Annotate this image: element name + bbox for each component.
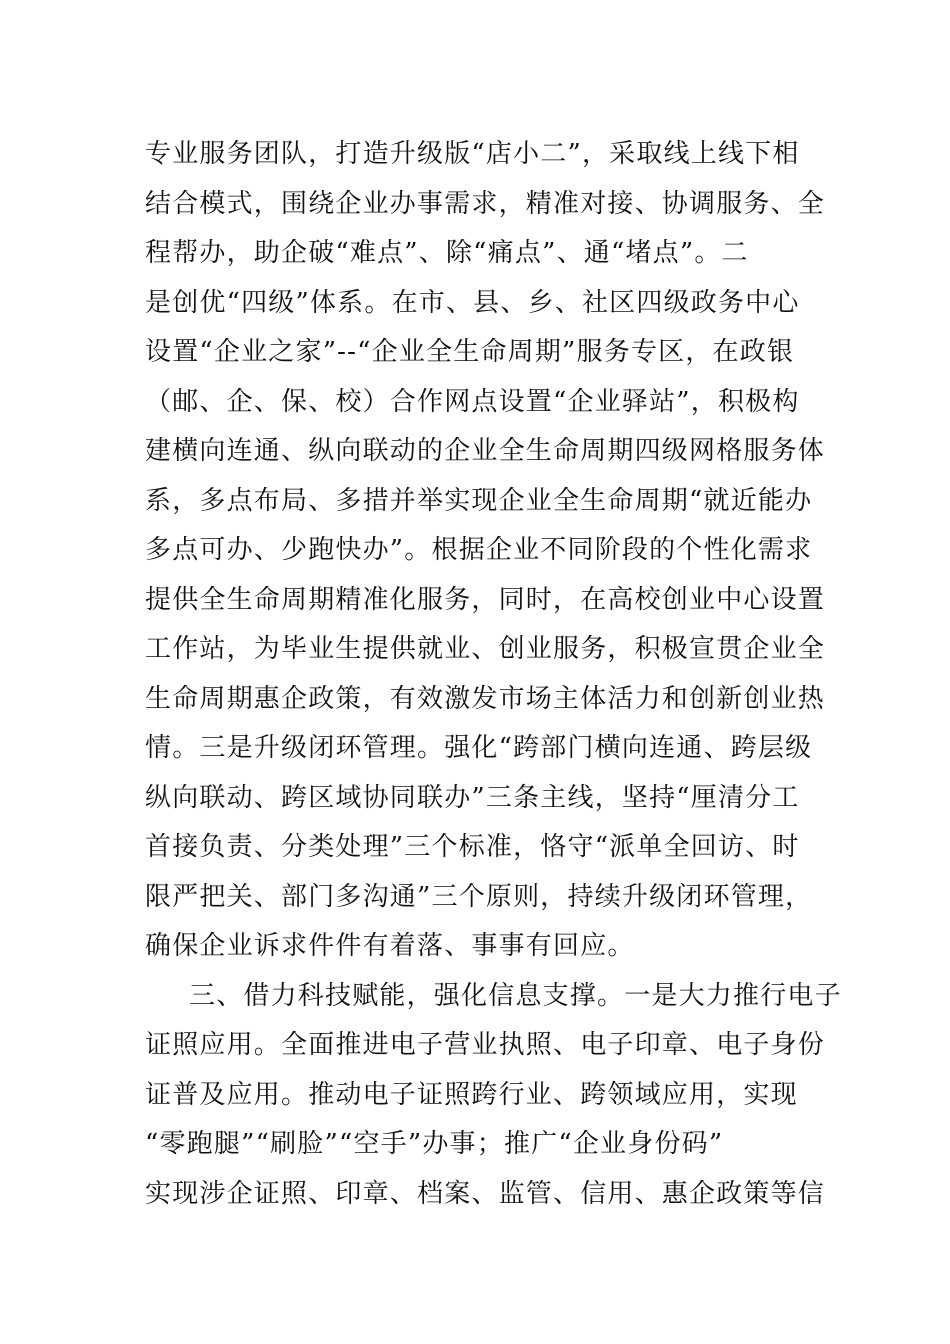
text-line: 确保企业诉求件件有着落、事事有回应。 (145, 931, 635, 961)
text-line: 实现涉企证照、印章、档案、监管、信用、惠企政策等信 (145, 1178, 826, 1209)
text-line: 证普及应用。推动电子证照跨行业、跨领域应用，实现 (145, 1079, 798, 1110)
text-line: 多点可办、少跑快办”。根据企业不同阶段的个性化需求 (145, 535, 813, 565)
text-line: 情。三是升级闭环管理。强化“跨部门横向连通、跨层级 (145, 733, 813, 763)
text-line: 生命周期惠企政策，有效激发市场主体活力和创新创业热 (145, 683, 826, 714)
text-line: 提供全生命周期精准化服务，同时，在高校创业中心设置 (145, 584, 826, 615)
text-line: 证照应用。全面推进电子营业执照、电子印章、电子身份 (145, 1030, 826, 1060)
text-line: 专业服务团队，打造升级版“店小二”，采取线上线下相 (145, 139, 800, 169)
text-line: （邮、企、保、校）合作网点设置“企业驿站”，积极构 (145, 386, 800, 417)
section-heading-line: 三、借力科技赋能，强化信息支撑。一是大力推行电子 (189, 980, 842, 1011)
text-line: 限严把关、部门多沟通”三个原则，持续升级闭环管理， (145, 881, 813, 912)
text-line: 程帮办，助企破“难点”、除“痛点”、通“堵点”。二 (145, 238, 749, 268)
body-text (145, 130, 842, 1219)
text-line: 纵向联动、跨区域协同联办”三条主线，坚持“厘清分工 (145, 782, 800, 813)
text-line: 系，多点布局、多措并举实现企业全生命周期“就近能办 (145, 485, 813, 516)
text-line: 工作站，为毕业生提供就业、创业服务，积极宣贯企业全 (145, 634, 826, 664)
text-line: “零跑腿”“刷脸”“空手”办事；推广“企业身份码” (145, 1129, 724, 1159)
text-line: 首接负责、分类处理”三个标准，恪守“派单全回访、时 (145, 832, 800, 862)
text-line: 是创优“四级”体系。在市、县、乡、社区四级政务中心 (145, 287, 800, 318)
text-line: 建横向连通、纵向联动的企业全生命周期四级网格服务体 (145, 436, 826, 466)
text-line: 设置“企业之家”--“企业全生命周期”服务专区，在政银 (145, 337, 795, 367)
text-line: 结合模式，围绕企业办事需求，精准对接、协调服务、全 (145, 188, 826, 219)
